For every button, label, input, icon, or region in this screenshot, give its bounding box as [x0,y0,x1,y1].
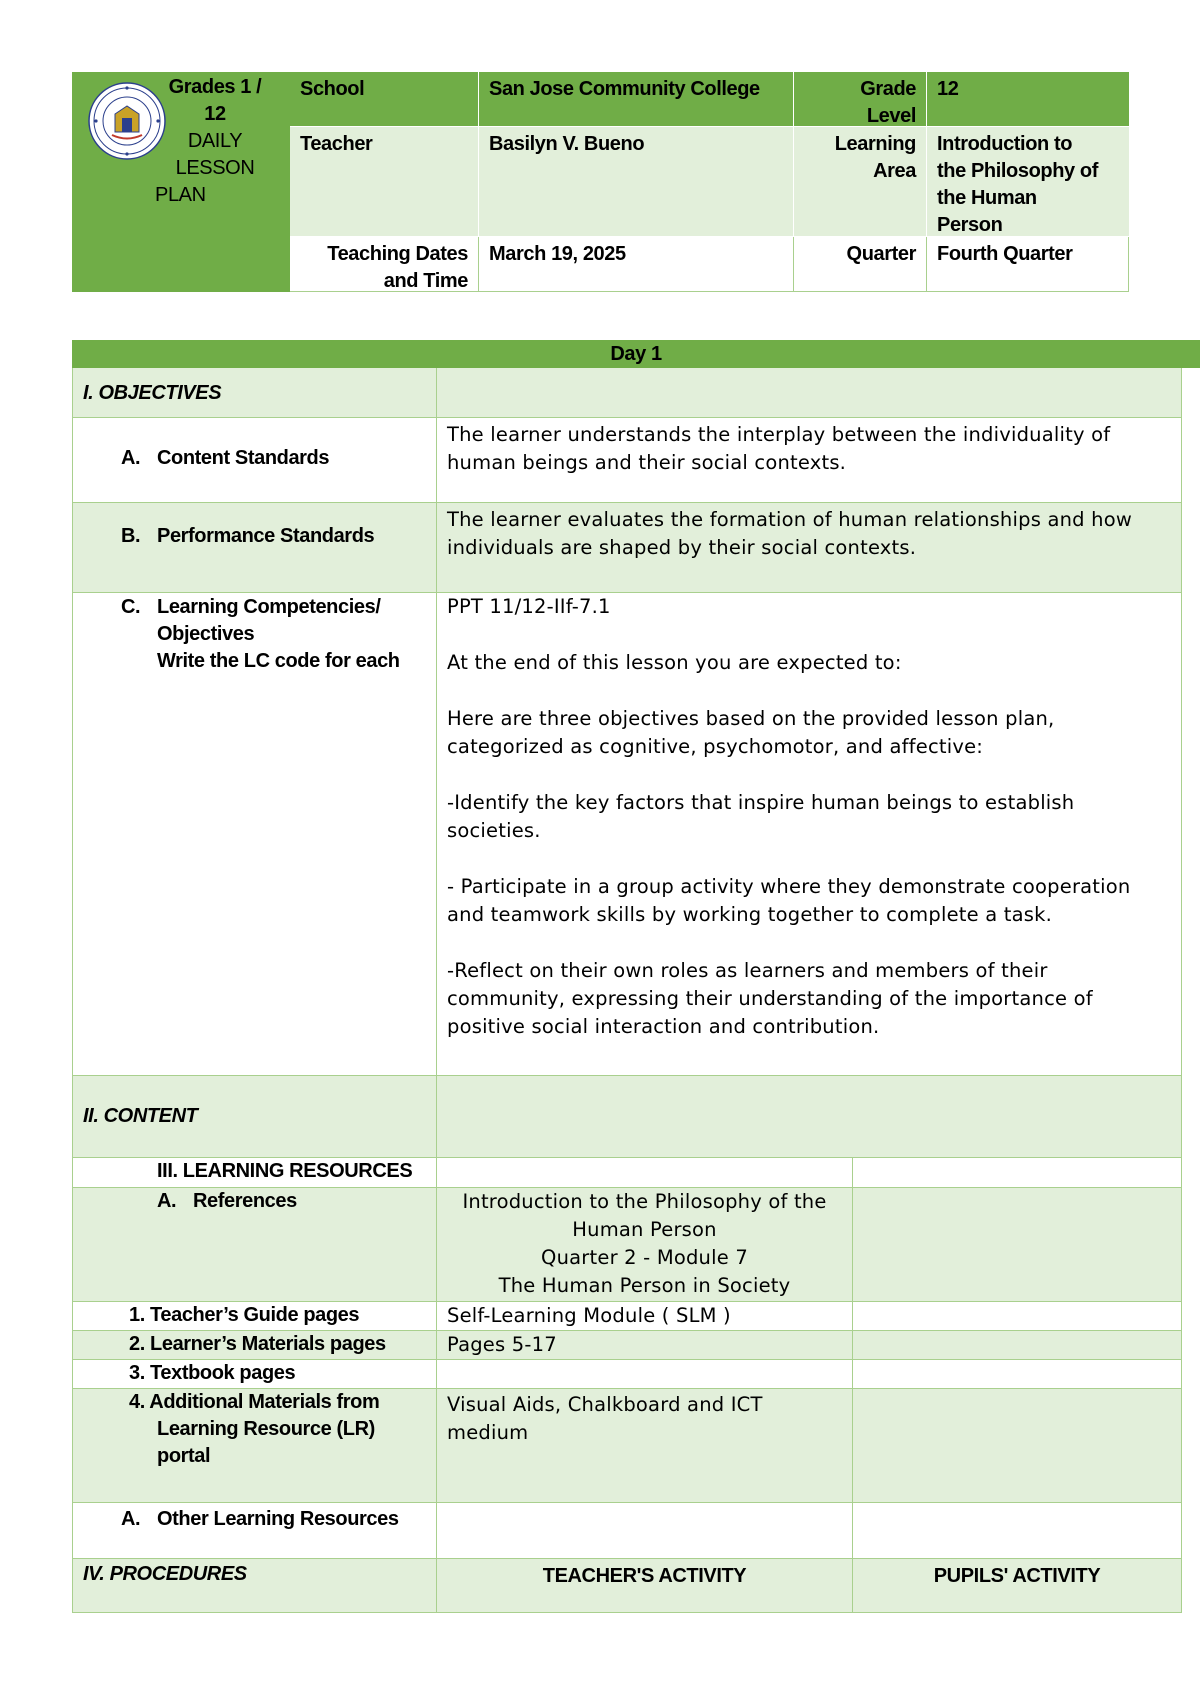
references-label: A. References [72,1188,437,1302]
additional-materials-label: 4. Additional Materials from Learning Resource (LR) portal [72,1389,437,1503]
objectives-heading: I. OBJECTIVES [72,368,437,418]
teaching-dates-label: Teaching Dates and Time [290,237,479,292]
procedures-heading: IV. PROCEDURES [72,1559,437,1613]
performance-standards-value: The learner evaluates the formation of human relationships and how individuals are shaped by their social contexts. [437,503,1182,593]
textbook-pupil-blank [853,1360,1182,1389]
teachers-guide-pupil-blank [853,1302,1182,1331]
day-header: Day 1 [72,340,1200,368]
teacher-activity-header: TEACHER'S ACTIVITY [437,1559,853,1613]
learners-materials-label: 2. Learner’s Materials pages [72,1331,437,1360]
objective-cognitive: -Identify the key factors that inspire human beings to establish societies. [447,791,1075,842]
competencies-label: C. Learning Competencies/ Objectives Write the LC code for each [72,593,437,1076]
quarter-label: Quarter [794,237,927,292]
resources-pupil-blank [853,1158,1182,1188]
competencies-value: PPT 11/12-IIf-7.1 At the end of this lesson you are expected to: Here are three objectives based on the provided lesson plan, categorized as cognitive, psychomotor, and affective: -Identify the key factors that inspire human beings to establish societies. - Participate in a group activity where they demonstrate cooperation and teamwork skills by working together to complete a task. -Reflect on their own roles as learners and members of their community, expressing their understanding of the importance of positive social interaction and contribution. [437,593,1182,1076]
lc-code: PPT 11/12-IIf-7.1 [447,595,611,618]
resources-heading: III. LEARNING RESOURCES [72,1158,437,1188]
objective-affective: -Reflect on their own roles as learners and members of their community, expressing their understanding of the importance of positive social interaction and contribution. [447,959,1093,1038]
other-resources-pupil-blank [853,1503,1182,1559]
content-standards-value: The learner understands the interplay between the individuality of human beings and their social contexts. [437,418,1182,503]
school-label: School [290,72,479,127]
content-heading: II. CONTENT [72,1076,437,1158]
objective-psychomotor: - Participate in a group activity where they demonstrate cooperation and teamwork skills by working together to complete a task. [447,875,1131,926]
textbook-value [437,1360,853,1389]
resources-teacher-blank [437,1158,853,1188]
other-resources-teacher-blank [437,1503,853,1559]
doc-type-plan: PLAN [155,184,206,206]
performance-standards-label: B. Performance Standards [72,503,437,593]
additional-materials-value: Visual Aids, Chalkboard and ICT medium [437,1389,853,1503]
doc-type-title: Grades 1 / 12 DAILY LESSON [168,76,262,179]
learners-materials-value: Pages 5-17 [437,1331,853,1360]
additional-materials-pupil-blank [853,1389,1182,1503]
objectives-heading-blank [437,368,1182,418]
references-pupil-blank [853,1188,1182,1302]
references-value: Introduction to the Philosophy of the Human Person Quarter 2 - Module 7 The Human Person in Society [437,1188,853,1302]
grade-level-label: Grade Level [794,72,927,127]
teacher-label: Teacher [290,127,479,237]
teacher-value: Basilyn V. Bueno [479,127,794,237]
learning-area-label: Learning Area [794,127,927,237]
school-value: San Jose Community College [479,72,794,127]
teachers-guide-value: Self-Learning Module ( SLM ) [437,1302,853,1331]
content-standards-label: A. Content Standards [72,418,437,503]
learners-materials-pupil-blank [853,1331,1182,1360]
grade-level-value: 12 [927,72,1129,127]
pupil-activity-header: PUPILS' ACTIVITY [853,1559,1182,1613]
quarter-value: Fourth Quarter [927,237,1129,292]
teaching-dates-value: March 19, 2025 [479,237,794,292]
learning-area-value: Introduction to the Philosophy of the Human Person [927,127,1129,237]
other-resources-label: A. Other Learning Resources [72,1503,437,1559]
content-blank [437,1076,1182,1158]
textbook-label: 3. Textbook pages [72,1360,437,1389]
teachers-guide-label: 1. Teacher’s Guide pages [72,1302,437,1331]
